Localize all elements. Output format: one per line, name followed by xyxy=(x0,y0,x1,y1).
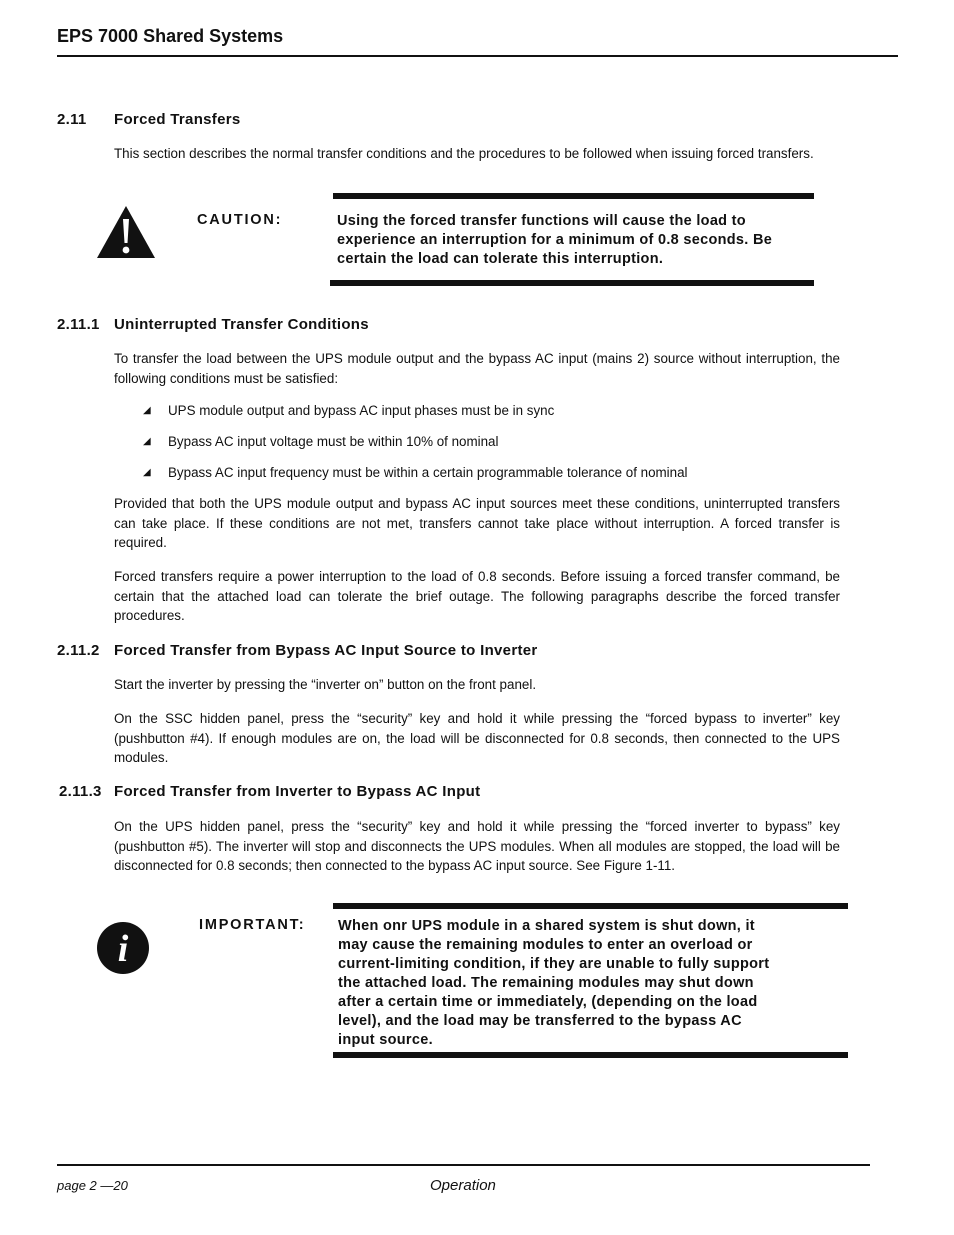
bullet-item: UPS module output and bypass AC input phases must be in sync xyxy=(168,403,555,418)
section-2-11-number: 2.11 xyxy=(57,111,87,128)
section-2-11-3-title: Forced Transfer from Inverter to Bypass AC Input xyxy=(114,783,481,800)
important-line: current-limiting condition, if they are unable to fully support xyxy=(338,956,770,972)
important-line: after a certain time or immediately, (depending on the load xyxy=(338,994,758,1010)
section-2-11-1-para1: Provided that both the UPS module output and bypass AC input sources meet these conditions, uninterrupted transfers can take place. If these conditions are not met, transfers cannot take place without interruption. A forced transfer is required. xyxy=(114,496,840,550)
section-2-11-intro: This section describes the normal transfer conditions and the procedures to be followed when issuing forced transfers. xyxy=(114,146,814,161)
important-line: the attached load. The remaining modules may shut down xyxy=(338,975,754,991)
caution-top-bar xyxy=(333,193,814,199)
important-line: When onr UPS module in a shared system is shut down, it xyxy=(338,918,755,934)
caution-line: certain the load can tolerate this interruption. xyxy=(337,251,664,267)
section-2-11-2-para2: On the SSC hidden panel, press the “security” key and hold it while pressing the “forced bypass to inverter” key (pushbutton #4). If enough modules are on, the load will be disconnected for 0.8 seconds, then connected to the UPS modules. xyxy=(114,711,840,765)
section-2-11-3-para1: On the UPS hidden panel, press the “security” key and hold it while pressing the “forced inverter to bypass” key (pushbutton #5). The inverter will stop and disconnects the UPS modules. When all modules are stopped, the load will be disconnected for 0.8 seconds; then connected to the bypass AC input source. See Figure 1-11. xyxy=(114,819,840,873)
header-rule xyxy=(57,55,898,57)
footer-rule xyxy=(57,1164,870,1166)
caution-label: CAUTION: xyxy=(197,212,283,228)
caution-bottom-bar xyxy=(330,280,814,286)
section-2-11-2-number: 2.11.2 xyxy=(57,642,100,659)
page-header-title: EPS 7000 Shared Systems xyxy=(57,26,284,46)
bullet-item: Bypass AC input frequency must be within a certain programmable tolerance of nominal xyxy=(168,465,688,480)
footer-section-name: Operation xyxy=(430,1177,496,1194)
important-line: may cause the remaining modules to enter an overload or xyxy=(338,937,753,953)
section-2-11-1-para2: Forced transfers require a power interruption to the load of 0.8 seconds. Before issuing a forced transfer command, be certain that the attached load can tolerate the brief outage. The following paragraphs describe the forced transfer procedures. xyxy=(114,569,840,623)
important-bottom-bar xyxy=(333,1052,848,1058)
footer-page-number: page 2 —20 xyxy=(57,1178,128,1193)
bullet-item: Bypass AC input voltage must be within 10% of nominal xyxy=(168,434,499,449)
section-2-11-1-intro: To transfer the load between the UPS module output and the bypass AC input (mains 2) source without interruption, the following conditions must be satisfied: xyxy=(114,351,840,386)
section-2-11-1-number: 2.11.1 xyxy=(57,316,100,333)
bullet-marker-icon: ◢ xyxy=(143,467,151,478)
important-line: level), and the load may be transferred to the bypass AC xyxy=(338,1013,742,1029)
important-line: input source. xyxy=(338,1032,433,1048)
section-2-11-3-number: 2.11.3 xyxy=(59,783,102,800)
section-2-11-title: Forced Transfers xyxy=(114,111,241,128)
bullet-marker-icon: ◢ xyxy=(143,436,151,447)
important-text xyxy=(338,917,838,1050)
bullet-marker-icon: ◢ xyxy=(143,405,151,416)
section-2-11-1-title: Uninterrupted Transfer Conditions xyxy=(114,316,369,333)
info-circle-icon xyxy=(96,921,150,975)
caution-text xyxy=(337,212,827,269)
important-top-bar xyxy=(333,903,848,909)
section-2-11-2-para1: Start the inverter by pressing the “inverter on” button on the front panel. xyxy=(114,677,537,692)
svg-text:i: i xyxy=(117,928,129,970)
important-label: IMPORTANT: xyxy=(199,917,306,933)
caution-line: experience an interruption for a minimum of 0.8 seconds. Be xyxy=(337,232,773,248)
section-2-11-2-title: Forced Transfer from Bypass AC Input Source to Inverter xyxy=(114,642,538,659)
warning-triangle-icon xyxy=(96,205,156,259)
caution-line: Using the forced transfer functions will cause the load to xyxy=(337,213,746,229)
